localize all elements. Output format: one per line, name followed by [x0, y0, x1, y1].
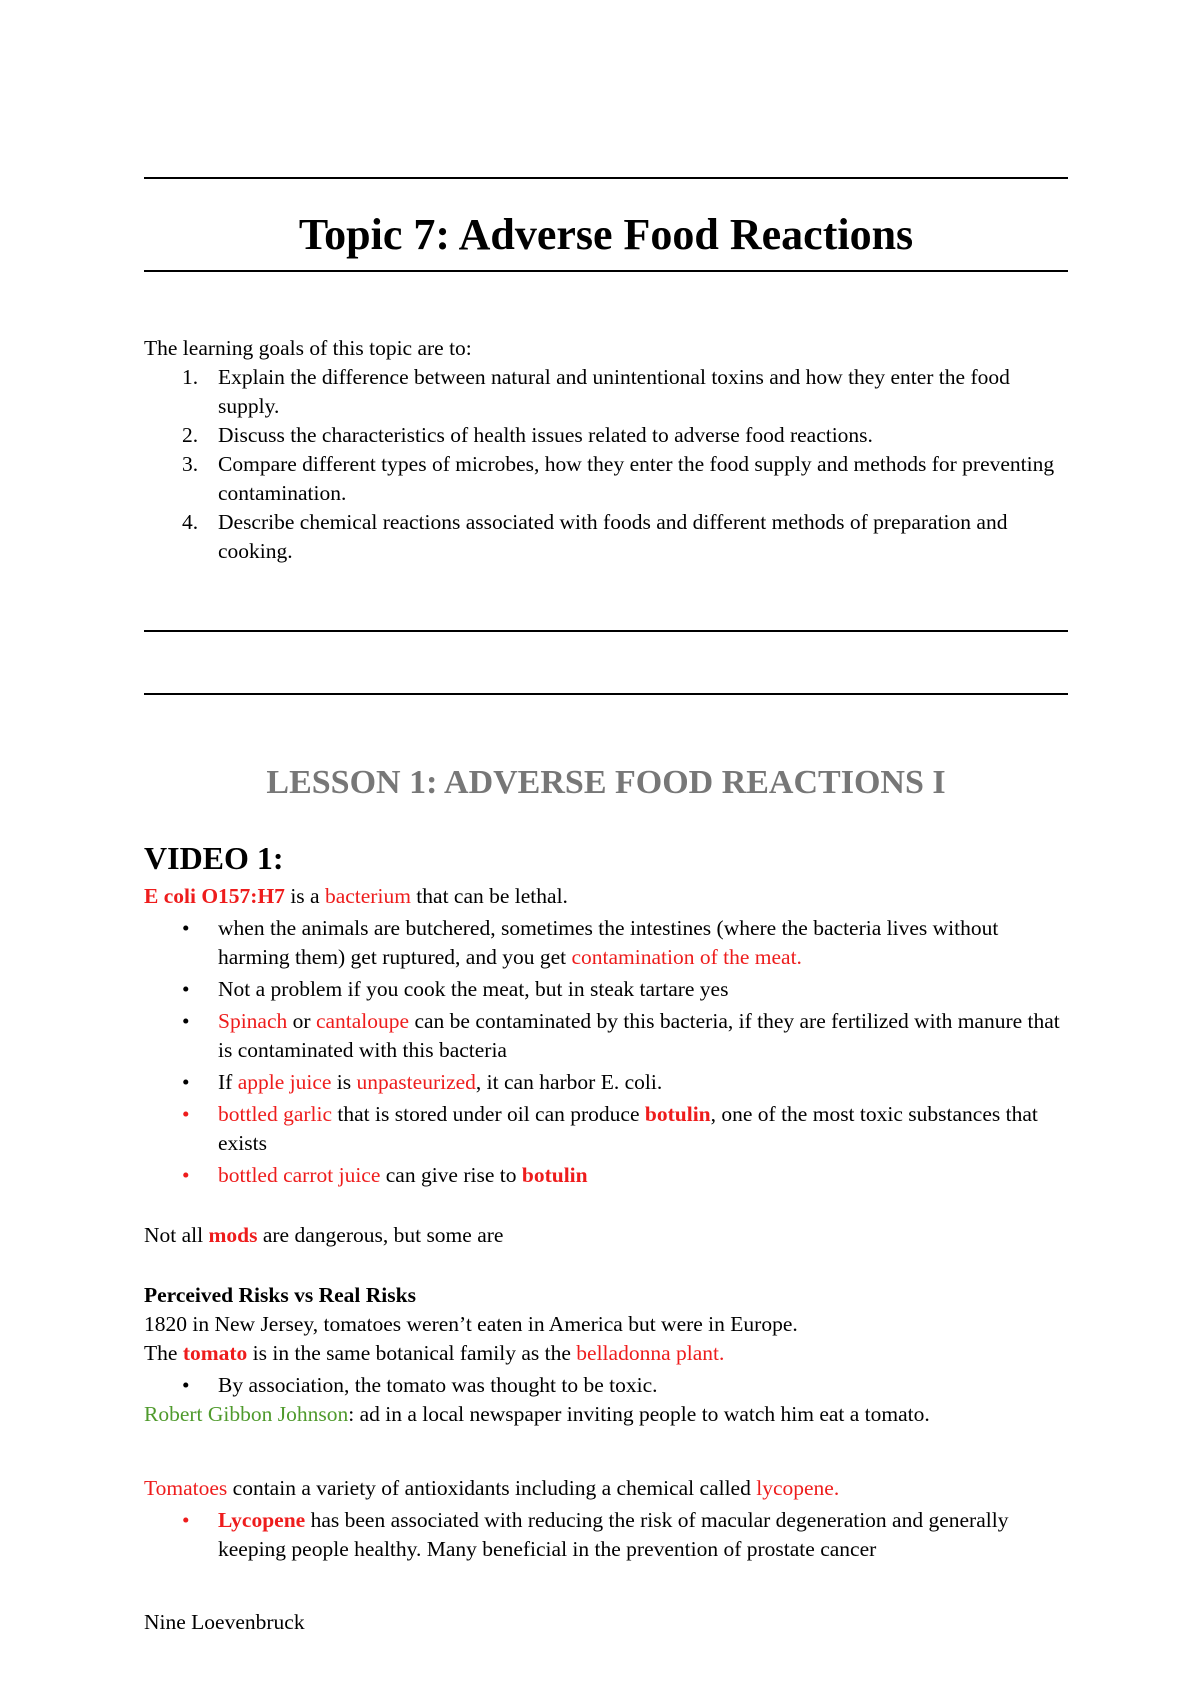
video-notes — [144, 882, 1068, 1190]
paragraph-line — [144, 1400, 1068, 1429]
tomatoes-bullets — [144, 1506, 1068, 1564]
list-item — [144, 1100, 1068, 1158]
paragraph-line — [144, 1474, 1068, 1503]
goal-item — [144, 363, 1068, 421]
highlight-term: botulin — [644, 1102, 711, 1126]
goal-text: Describe chemical reactions associated with foods and different methods of preparation and cooking. — [218, 510, 1008, 563]
goal-item — [144, 450, 1068, 508]
text-fragment: If — [218, 1070, 238, 1094]
goal-number: 3. — [182, 452, 199, 476]
bullet-icon: • — [182, 1070, 190, 1094]
list-item — [144, 1371, 1068, 1400]
text-fragment: when the animals are butchered, sometimes the intestines (where the bacteria lives without harming them) get ruptured, and you get — [218, 916, 999, 969]
perceived-bullets — [144, 1371, 1068, 1400]
bullet-icon: • — [182, 1163, 190, 1187]
top-rule — [144, 177, 1068, 179]
highlight-term: mods — [208, 1223, 258, 1247]
text-fragment: The — [144, 1341, 183, 1365]
mods-line — [144, 1221, 1068, 1250]
tomatoes-section — [144, 1474, 1068, 1564]
text-fragment: contain a variety of antioxidants including a chemical called — [227, 1476, 757, 1500]
paragraph-line: 1820 in New Jersey, tomatoes weren’t eaten in America but were in Europe. — [144, 1312, 798, 1336]
section-rule — [144, 693, 1068, 695]
goal-text: Discuss the characteristics of health issues related to adverse food reactions. — [218, 423, 873, 447]
list-item — [144, 975, 1068, 1004]
highlight-term: tomato — [182, 1341, 248, 1365]
text-fragment: . — [718, 1341, 725, 1365]
highlight-term: unpasteurized — [356, 1070, 476, 1094]
goal-text: Explain the difference between natural and unintentional toxins and how they enter the food supply. — [218, 365, 1010, 418]
highlight-term: cantaloupe — [315, 1009, 410, 1033]
list-item — [144, 1161, 1068, 1190]
list-item — [144, 1068, 1068, 1097]
text-fragment: is — [331, 1070, 357, 1094]
text-fragment: is a — [284, 884, 325, 908]
learning-goals-list — [144, 363, 1068, 566]
highlight-term: contamination of the meat. — [571, 945, 802, 969]
highlight-term: bottled carrot juice — [218, 1163, 381, 1187]
bullet-icon: • — [182, 1373, 190, 1397]
paragraph-line — [144, 1339, 1068, 1368]
text-fragment: that can be lethal. — [410, 884, 568, 908]
text-fragment: By association, the tomato was thought to be toxic. — [218, 1373, 658, 1397]
bullet-icon: • — [182, 1009, 190, 1033]
learning-goals-section — [144, 334, 1068, 566]
highlight-term: Lycopene — [218, 1508, 306, 1532]
goal-number: 1. — [182, 365, 199, 389]
footer-author: Nine Loevenbruck — [144, 1610, 305, 1634]
bullet-icon: • — [182, 1508, 190, 1532]
highlight-term: bottled garlic — [218, 1102, 333, 1126]
bacterium-term: bacterium — [324, 884, 411, 908]
video-heading: VIDEO 1: — [144, 840, 284, 876]
goal-number: 4. — [182, 510, 199, 534]
bullet-icon: • — [182, 916, 190, 940]
ecoli-bullets — [144, 914, 1068, 1190]
text-fragment: that is stored under oil can produce — [332, 1102, 645, 1126]
highlight-term: Spinach — [218, 1009, 288, 1033]
ecoli-term: E coli O157:H7 — [144, 884, 285, 908]
highlight-term: belladonna plant — [576, 1341, 719, 1365]
section-rule — [144, 630, 1068, 632]
page-title: Topic 7: Adverse Food Reactions — [298, 210, 914, 259]
text-fragment: has been associated with reducing the risk of macular degeneration and generally keeping people healthy. Many beneficial in the prevention of prostate cancer — [218, 1508, 1009, 1561]
list-item — [144, 1506, 1068, 1564]
learning-goals-intro: The learning goals of this topic are to: — [144, 336, 472, 360]
highlight-term: apple juice — [237, 1070, 332, 1094]
highlight-term: botulin — [521, 1163, 588, 1187]
goal-item — [144, 508, 1068, 566]
text-fragment: . — [833, 1476, 840, 1500]
lesson-heading: LESSON 1: ADVERSE FOOD REACTIONS I — [266, 764, 946, 801]
text-fragment: Not a problem if you cook the meat, but in steak tartare yes — [218, 977, 729, 1001]
perceived-risks-section — [144, 1281, 1068, 1429]
text-fragment: can give rise to — [380, 1163, 522, 1187]
text-fragment: : ad in a local newspaper inviting people to watch him eat a tomato. — [348, 1402, 930, 1426]
text-fragment: is in the same botanical family as the — [247, 1341, 577, 1365]
person-name: Robert Gibbon Johnson — [144, 1402, 349, 1426]
highlight-term: lycopene — [756, 1476, 834, 1500]
list-item — [144, 1007, 1068, 1065]
section-heading: Perceived Risks vs Real Risks — [144, 1283, 416, 1307]
text-fragment: , one of the most toxic substances that exists — [218, 1102, 1038, 1155]
text-fragment: or — [287, 1009, 316, 1033]
goal-text: Compare different types of microbes, how they enter the food supply and methods for preventing contamination. — [218, 452, 1055, 505]
goal-number: 2. — [182, 423, 199, 447]
bullet-icon: • — [182, 1102, 190, 1126]
title-underline — [144, 270, 1068, 272]
text-fragment: can be contaminated by this bacteria, if they are fertilized with manure that is contaminated with this bacteria — [218, 1009, 1060, 1062]
goal-item — [144, 421, 1068, 450]
list-item — [144, 914, 1068, 972]
ecoli-line — [144, 882, 1068, 911]
bullet-icon: • — [182, 977, 190, 1001]
text-fragment: are dangerous, but some are — [257, 1223, 504, 1247]
text-fragment: Not all — [144, 1223, 209, 1247]
highlight-term: Tomatoes — [144, 1476, 228, 1500]
text-fragment: , it can harbor E. coli. — [475, 1070, 663, 1094]
